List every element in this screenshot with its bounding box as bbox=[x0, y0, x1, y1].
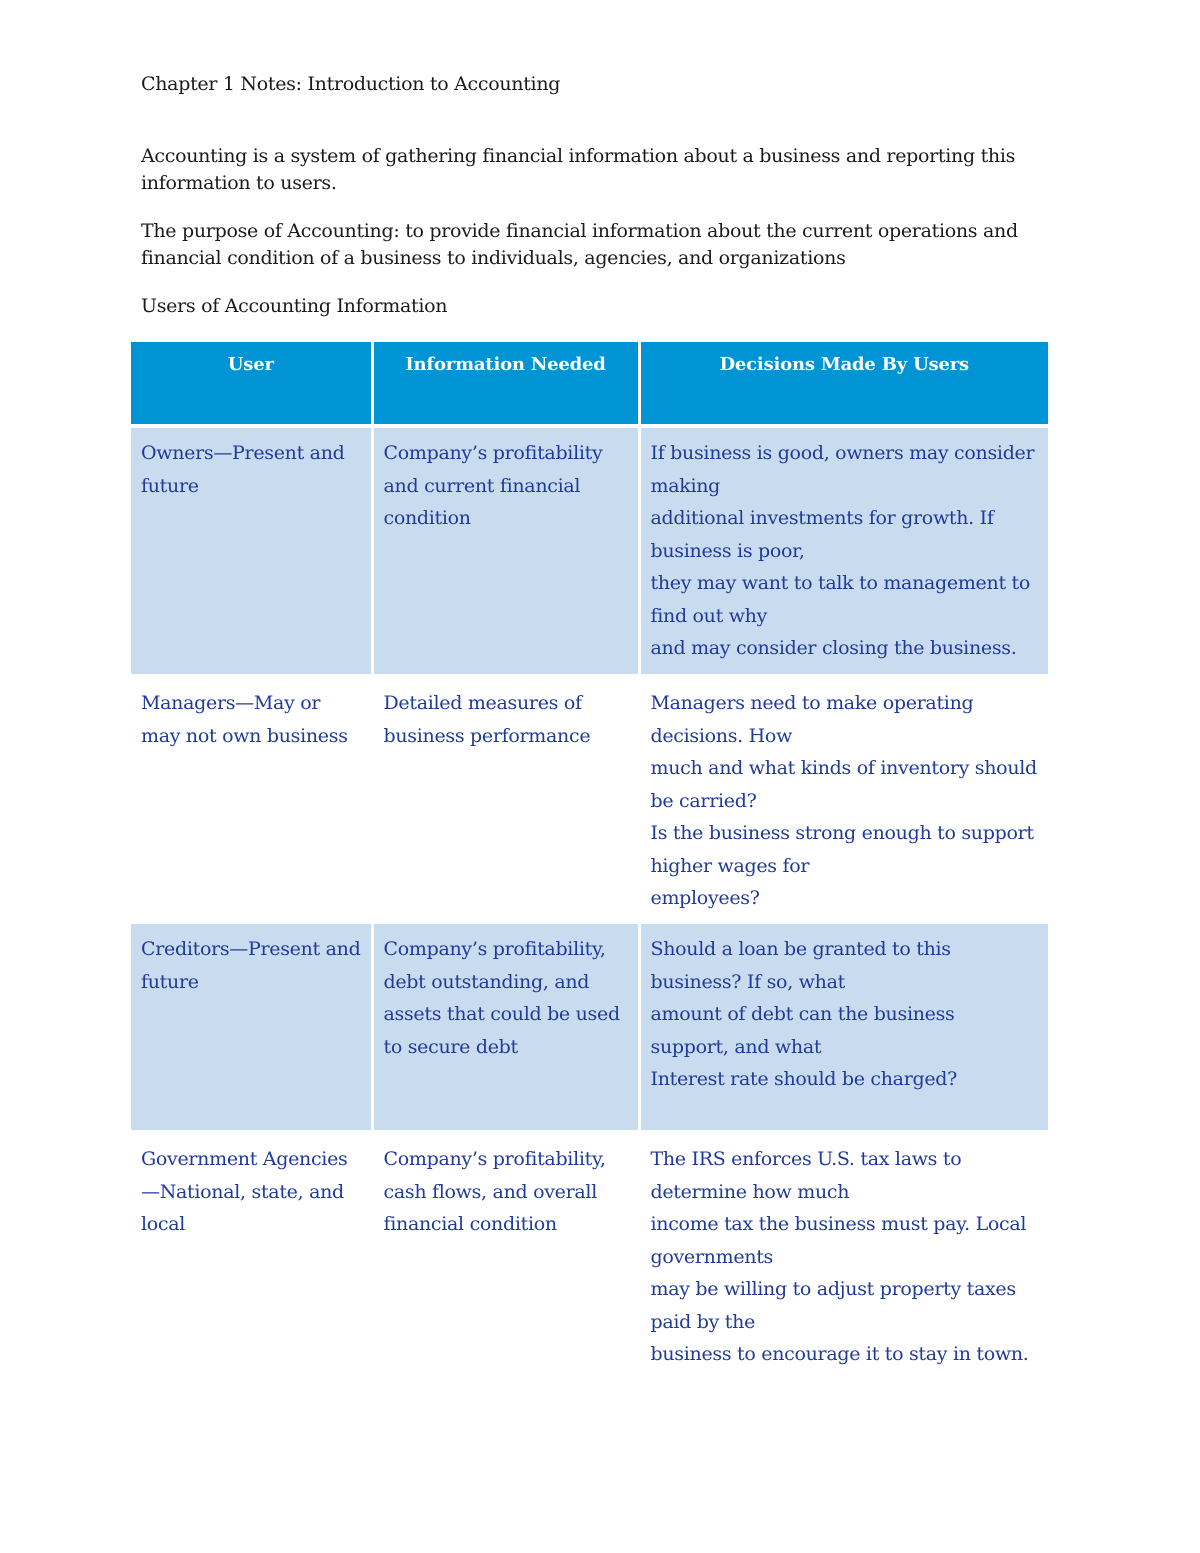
cell-info: Company’s profitability and current financial condition bbox=[372, 426, 639, 676]
table-heading: Users of Accounting Information bbox=[141, 295, 448, 317]
definition-paragraph: Accounting is a system of gathering financial information about a business and reporting this information to users. bbox=[141, 145, 1016, 194]
cell-info: Company’s profitability, debt outstanding, and assets that could be used to secure debt bbox=[372, 922, 639, 1132]
decision-line: much and what kinds of inventory should be carried? bbox=[650, 757, 1037, 812]
users-table bbox=[131, 342, 1048, 1375]
decision-line: Interest rate should be charged? bbox=[650, 1068, 958, 1090]
table-row-creditors bbox=[131, 922, 1048, 1132]
table-row-managers bbox=[131, 676, 1048, 922]
decision-line: income tax the business must pay. Local governments bbox=[650, 1213, 1027, 1268]
decision-line: Managers need to make operating decisions. How bbox=[650, 692, 974, 747]
cell-user: Owners—Present and future bbox=[131, 426, 372, 676]
cell-decisions bbox=[639, 1132, 1048, 1373]
cell-decisions bbox=[639, 922, 1048, 1132]
header-information-needed: Information Needed bbox=[372, 342, 639, 426]
decision-line: additional investments for growth. If business is poor, bbox=[650, 507, 994, 562]
decision-line: may be willing to adjust property taxes paid by the bbox=[650, 1278, 1016, 1333]
page-title: Chapter 1 Notes: Introduction to Accounting bbox=[141, 73, 561, 95]
decision-line: Should a loan be granted to this business? If so, what bbox=[650, 938, 951, 993]
purpose-paragraph: The purpose of Accounting: to provide financial information about the current operations and financial condition of a business to individuals, agencies, and organizations bbox=[141, 220, 1018, 269]
decision-line: amount of debt can the business support, and what bbox=[650, 1003, 955, 1058]
decision-line: business to encourage it to stay in town. bbox=[650, 1343, 1029, 1365]
cell-user: Managers—May or may not own business bbox=[131, 676, 372, 922]
table-row-government bbox=[131, 1132, 1048, 1373]
table-row-owners bbox=[131, 426, 1048, 676]
decision-line: they may want to talk to management to find out why bbox=[650, 572, 1030, 627]
cell-decisions bbox=[639, 676, 1048, 922]
decision-line: Is the business strong enough to support higher wages for bbox=[650, 822, 1034, 877]
header-user: User bbox=[131, 342, 372, 426]
header-decisions: Decisions Made By Users bbox=[639, 342, 1048, 426]
cell-info: Detailed measures of business performance bbox=[372, 676, 639, 922]
table-header-row bbox=[131, 342, 1048, 426]
cell-user: Government Agencies —National, state, and local bbox=[131, 1132, 372, 1373]
cell-info: Company’s profitability, cash flows, and overall financial condition bbox=[372, 1132, 639, 1373]
decision-line: and may consider closing the business. bbox=[650, 637, 1017, 659]
decision-line: employees? bbox=[650, 887, 760, 909]
decision-line: If business is good, owners may consider making bbox=[650, 442, 1035, 497]
cell-user: Creditors—Present and future bbox=[131, 922, 372, 1132]
cell-decisions bbox=[639, 426, 1048, 676]
decision-line: The IRS enforces U.S. tax laws to determine how much bbox=[650, 1148, 962, 1203]
